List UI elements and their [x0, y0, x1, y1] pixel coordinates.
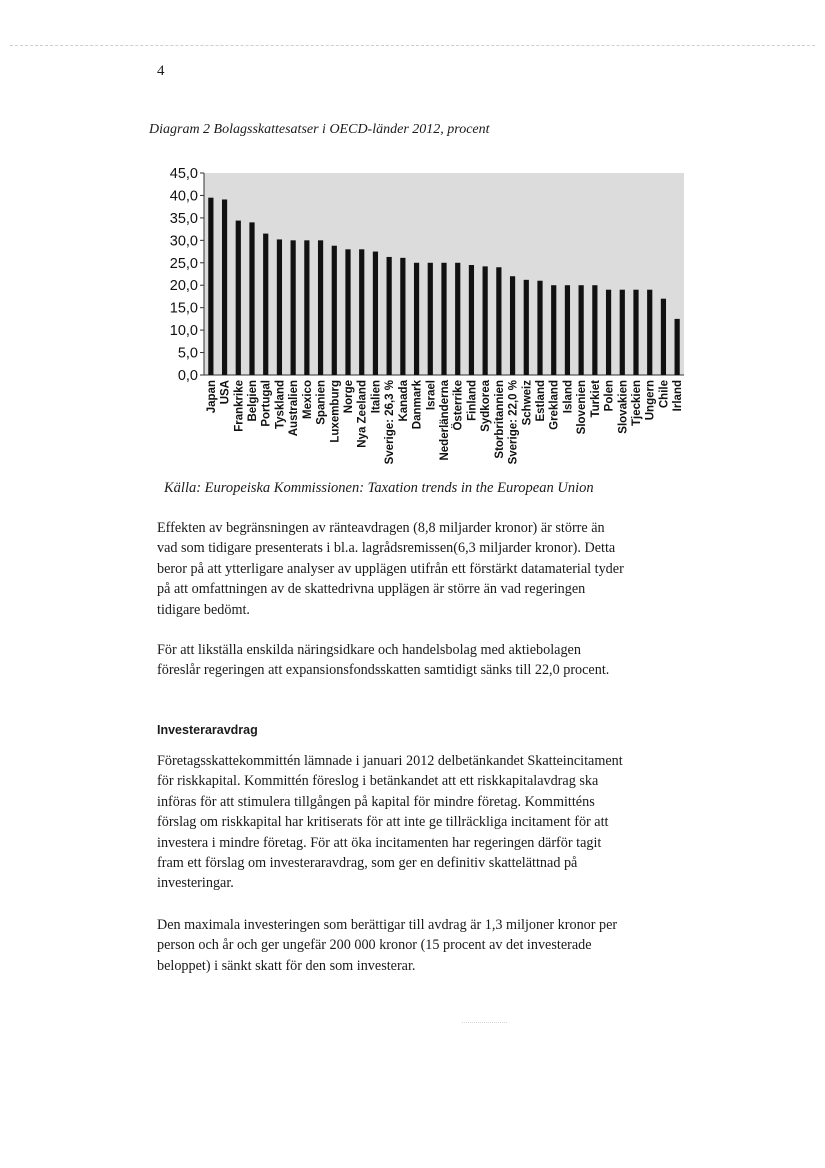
- bar: [291, 240, 296, 375]
- x-category-label: Danmark: [411, 380, 424, 430]
- page-number: 4: [157, 63, 165, 79]
- bar: [387, 257, 392, 375]
- y-tick-label: 20,0: [169, 278, 198, 295]
- bar: [414, 263, 419, 375]
- bar: [222, 199, 227, 375]
- x-category-label: Turkiet: [589, 380, 602, 418]
- y-tick-label: 0,0: [177, 368, 198, 384]
- bar: [633, 290, 638, 375]
- bar: [455, 263, 460, 375]
- bar: [537, 281, 542, 375]
- bar: [236, 221, 241, 375]
- x-category-label: Finland: [466, 380, 479, 421]
- paragraph-max-investment: Den maximala investeringen som berättigar till avdrag är 1,3 miljoner kronor per person och år och ger ungefär 200 000 kronor (15 procent av det investerade beloppet) i sänkt skatt för den som investerar.: [157, 917, 618, 974]
- y-tick-label: 40,0: [169, 188, 198, 205]
- bar: [318, 240, 323, 375]
- top-divider: [10, 45, 815, 46]
- bar: [579, 285, 584, 375]
- x-category-label: Norge: [343, 380, 355, 414]
- x-category-label: Storbritannien: [493, 380, 506, 459]
- x-category-label: Estland: [535, 380, 547, 422]
- y-tick-label: 10,0: [169, 323, 198, 340]
- bar: [551, 285, 556, 375]
- x-category-label: Sydkorea: [480, 380, 493, 432]
- bar: [208, 198, 213, 375]
- bar: [400, 258, 405, 375]
- bar: [483, 266, 488, 375]
- paragraph-investor-deduction: Företagsskattekommittén lämnade i januari 2012 delbetänkandet Skatteincitament för riskkapital. Kommittén föreslog i betänkandet att ett riskkapitalavdrag ska införas för att stimulera tillgången på kapital för mindre företag. Kommitténs förslag om riskkapital har kritiserats för att inte ge tillräckliga incitament för att investera i mindre företag. För att öka incitamenten har regeringen därför tagit fram ett förslag om investeraravdrag, som ger en definitiv skattelättnad på investeringar.: [157, 753, 623, 892]
- bar-chart: [148, 165, 693, 480]
- x-category-label: Grekland: [548, 380, 561, 430]
- x-category-label: Chile: [658, 380, 671, 409]
- bar: [428, 263, 433, 375]
- y-tick-label: 45,0: [169, 166, 198, 182]
- x-category-label: Tyskland: [274, 380, 287, 429]
- bar: [441, 263, 446, 375]
- x-category-label: Mexico: [301, 380, 314, 419]
- bar: [277, 239, 282, 375]
- page-footer-mark: [462, 1022, 507, 1023]
- bar: [524, 280, 529, 375]
- x-category-label: Österrike: [452, 380, 465, 431]
- bar: [675, 319, 680, 375]
- bar: [606, 290, 611, 375]
- paragraph-interest-deduction: Effekten av begränsningen av ränteavdragen (8,8 miljarder kronor) är större än vad som tidigare presenterats i bl.a. lagrådsremissen(6,3 miljarder kronor). Detta beror på att ytterligare analyser av upplägen utifrån ett förstärkt datamaterial tyder på att omfattningen av de skattedrivna upplägen är större än vad regeringen tidigare bedömt.: [157, 520, 624, 618]
- bar: [345, 249, 350, 375]
- x-category-label: Nederländerna: [439, 380, 451, 461]
- bar: [496, 267, 501, 375]
- x-category-label: Kanada: [397, 380, 410, 422]
- bar: [263, 234, 268, 375]
- x-category-label: Italien: [370, 380, 383, 414]
- bar: [620, 290, 625, 375]
- bar: [661, 299, 666, 375]
- x-category-label: Sverige: 26,3 %: [384, 380, 397, 465]
- x-category-label: Island: [562, 380, 575, 414]
- x-category-label: Slovakien: [617, 380, 630, 434]
- bar: [592, 285, 597, 375]
- x-category-label: Belgien: [247, 380, 259, 422]
- bar: [565, 285, 570, 375]
- x-category-label: Slovenien: [576, 380, 589, 435]
- bar: [249, 222, 254, 375]
- x-category-label: Portugal: [260, 380, 273, 427]
- x-category-label: Polen: [603, 380, 616, 412]
- x-category-label: Ungern: [644, 380, 657, 421]
- x-category-label: Sverige: 22,0 %: [507, 380, 520, 465]
- x-category-label: Spanien: [315, 380, 328, 425]
- y-tick-label: 35,0: [169, 210, 198, 227]
- x-category-label: Nya Zeeland: [356, 380, 369, 448]
- y-tick-label: 5,0: [177, 345, 198, 362]
- x-category-label: Tjeckien: [631, 380, 643, 427]
- x-category-label: Australien: [288, 380, 301, 437]
- bar: [332, 246, 337, 375]
- x-category-label: Frankrike: [233, 380, 246, 432]
- y-tick-label: 15,0: [169, 300, 198, 317]
- section-heading: Investeraravdrag: [157, 723, 258, 737]
- bar: [510, 276, 515, 375]
- y-tick-label: 30,0: [169, 233, 198, 250]
- diagram-title: Diagram 2 Bolagsskattesatser i OECD-länder 2012, procent: [149, 122, 490, 137]
- bar: [304, 240, 309, 375]
- x-category-label: Irland: [672, 380, 685, 412]
- bar: [469, 265, 474, 375]
- x-category-label: Luxemburg: [329, 380, 342, 443]
- bar: [373, 252, 378, 375]
- chart-source: Källa: Europeiska Kommissionen: Taxation trends in the European Union: [164, 480, 594, 496]
- bar: [359, 249, 364, 375]
- x-category-label: Schweiz: [521, 380, 534, 426]
- x-category-label: Israel: [425, 380, 438, 411]
- paragraph-expansion-fund: För att likställa enskilda näringsidkare och handelsbolag med aktiebolagen föreslår regeringen att expansionsfondsskatten samtidigt sänks till 22,0 procent.: [157, 642, 610, 679]
- bar: [647, 290, 652, 375]
- y-tick-label: 25,0: [169, 255, 198, 272]
- x-category-label: USA: [219, 380, 232, 405]
- x-category-label: Japan: [205, 380, 218, 414]
